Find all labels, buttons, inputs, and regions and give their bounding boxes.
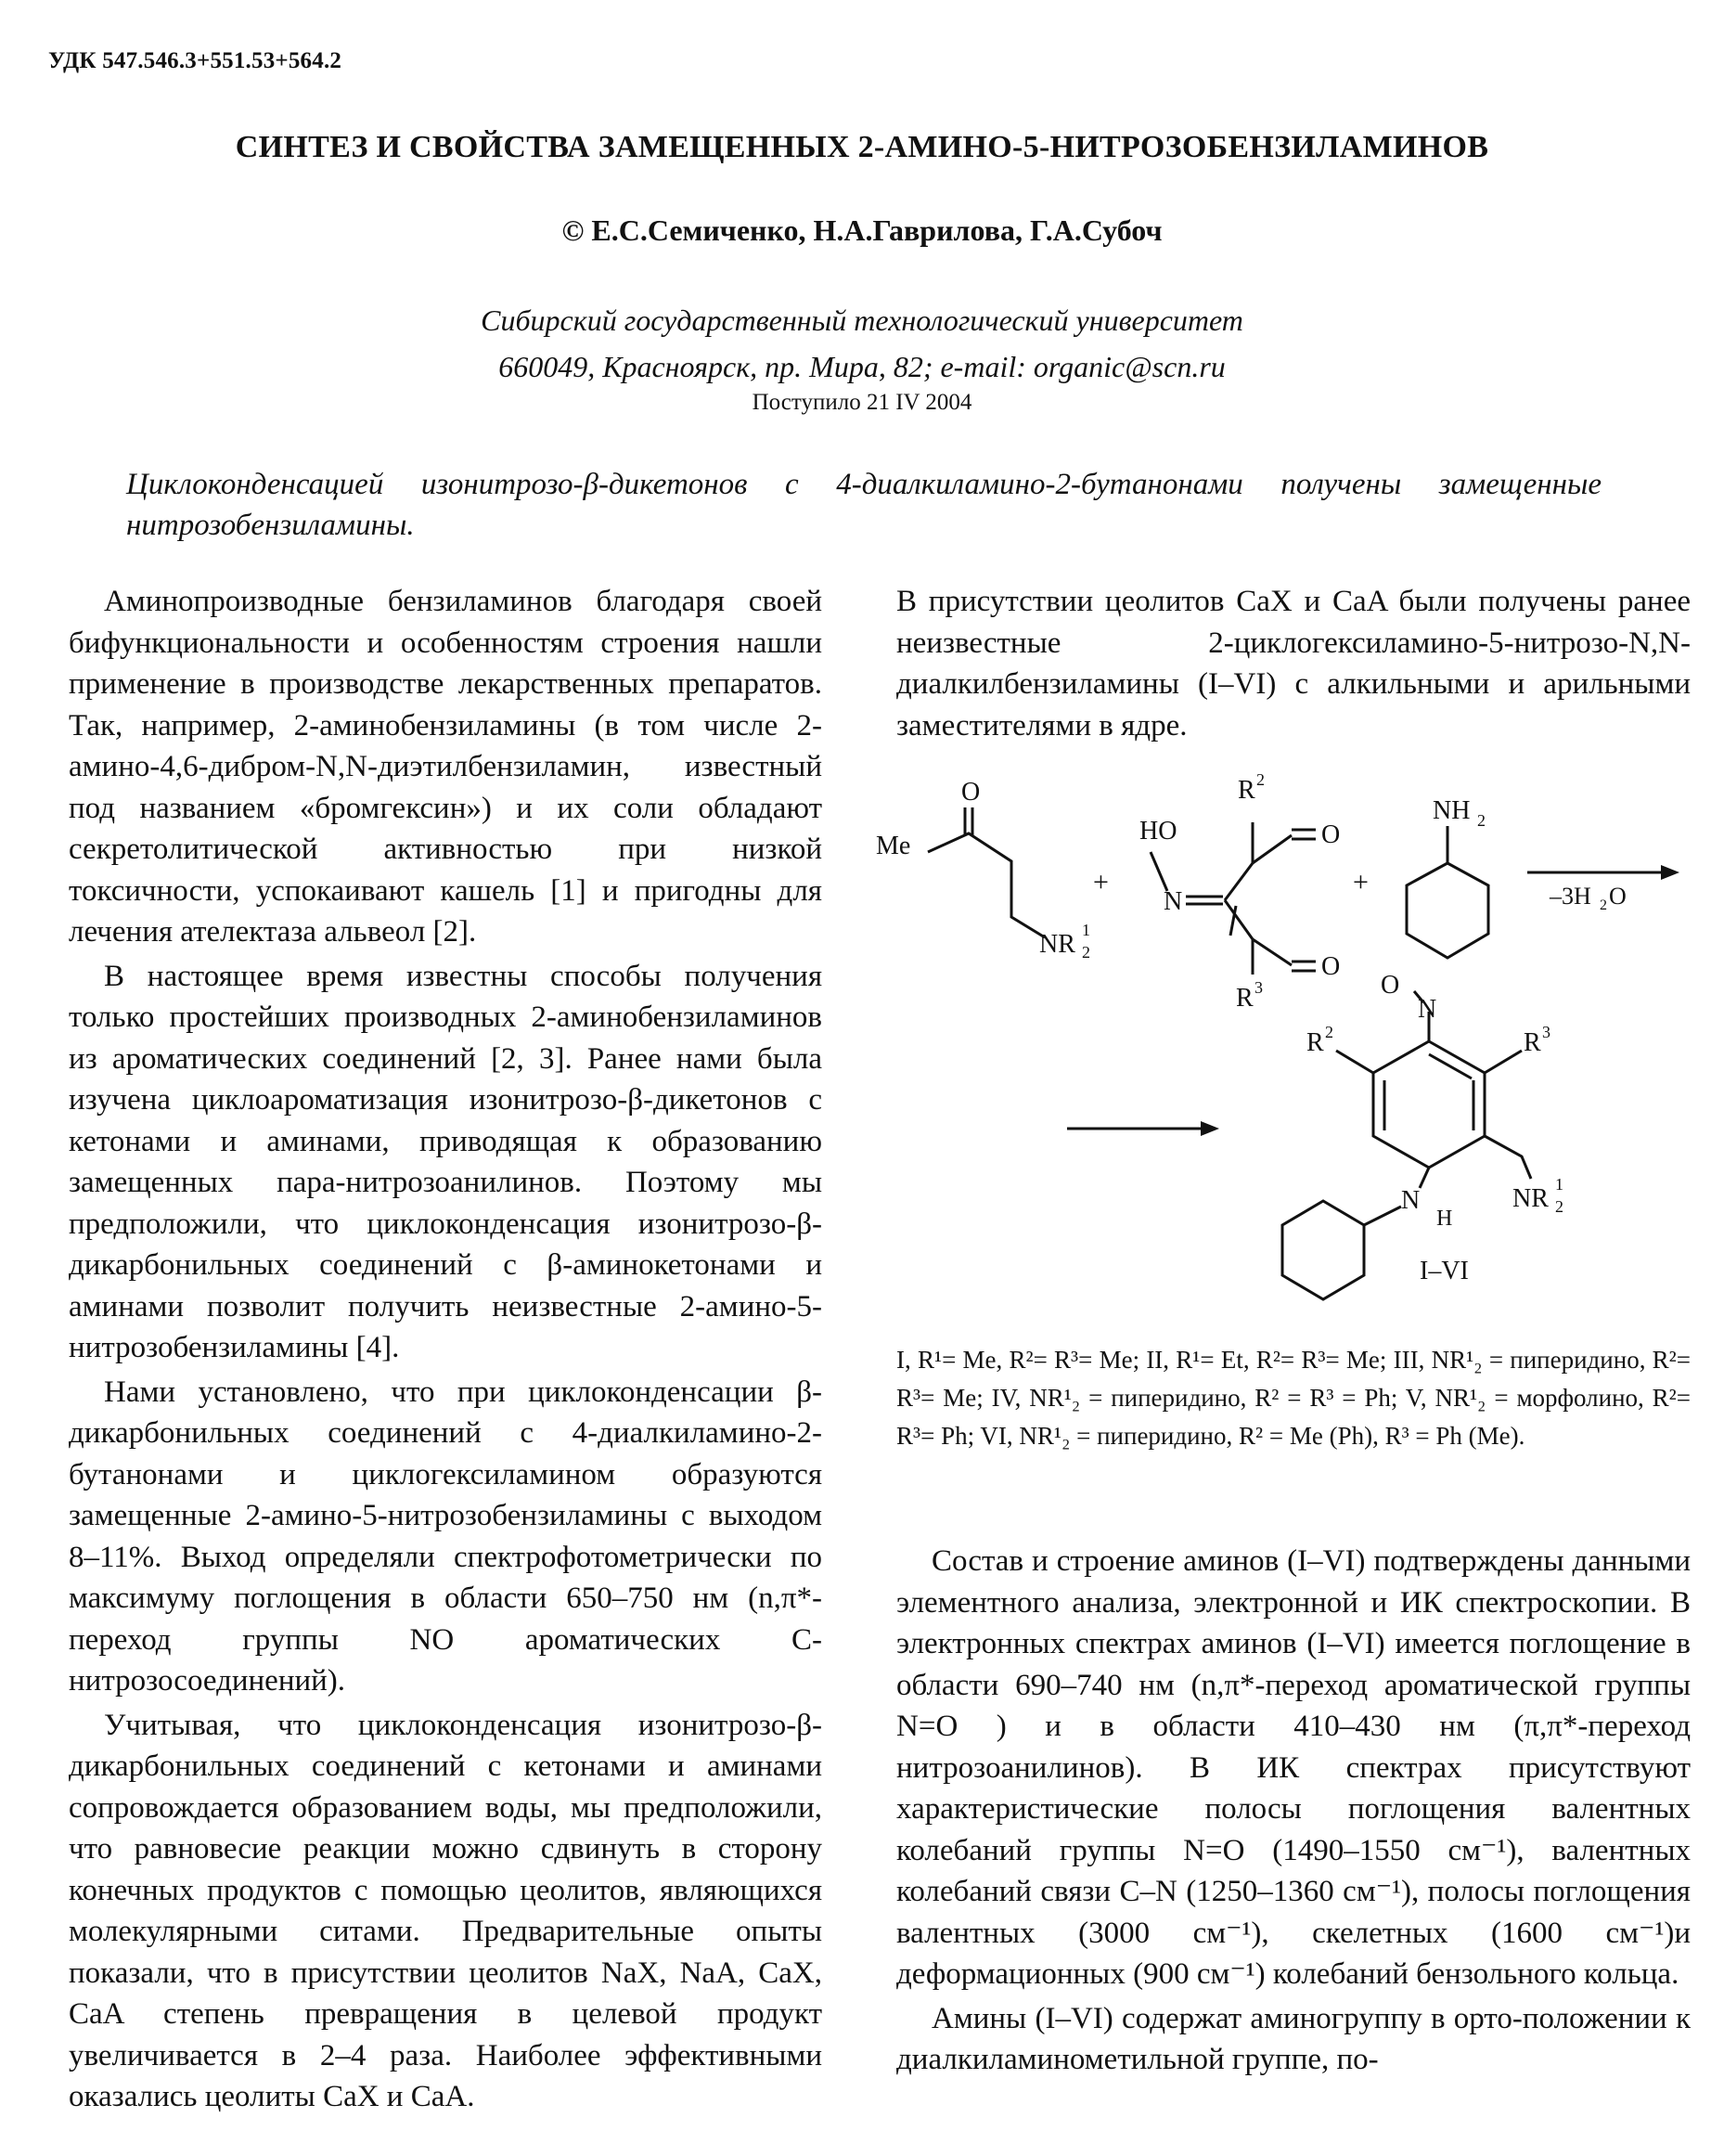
ketone-methyl-label: Me: [876, 832, 911, 860]
prod-nh-nitrogen: N: [1401, 1186, 1421, 1215]
plus-sign-2: +: [1353, 867, 1369, 897]
paragraph-right-a: Состав и строение аминов (I–VI) подтверждены данными элементного анализа, электронной и ИК спектроскопии. В электронных спектрах аминов (I–VI) имеется поглощение в области 690–740 нм (n,π*-переход ароматической группы N=O ) и в области 410–430 нм (π,π*-переход нитрозоанилинов). В ИК спектрах присутствуют характеристические полосы поглощения валентных колебаний группы N=O (1490–1550 см⁻¹), валентных колебаний связи C–N (1250–1360 см⁻¹), полосы поглощения валентных (3000 см⁻¹), скелетных (1600 см⁻¹)и деформационных (900 см⁻¹) колебаний бензольного кольца.: [896, 1544, 1691, 1991]
abstract: Циклоконденсацией изонитрозо-β-дикетонов с 4-диалкиламино-2-бутанонами получены замещенные нитрозобензиламины.: [126, 468, 1602, 542]
affiliation-line-2: 660049, Красноярск, пр. Мира, 82; e-mail: organic@scn.ru: [498, 350, 1226, 383]
paragraph-2: В настоящее время известны способы получения только простейших производных 2-аминобензиламинов из ароматических соединений [2, 3]. Ранее нами была изучена циклоароматизация изонитрозо-β-дикетонов с кетонами и аминами, приводящая к образованию замещенных пара-нитрозоанилинов. Поэтому мы предположили, что циклоконденсация изонитрозо-β-дикарбонильных соединений с β-аминокетонами и аминами позволит получить неизвестные 2-амино-5-нитрозобензиламины [4].: [69, 959, 822, 1364]
prod-r2-sup: 2: [1325, 1023, 1333, 1041]
prod-nh-hydrogen: H: [1436, 1207, 1453, 1231]
right-column-top: [896, 581, 1691, 746]
ketone-amine-sub: 2: [1082, 943, 1090, 962]
prod-amine-label: NR: [1512, 1184, 1549, 1213]
product-label: I–VI: [1420, 1257, 1469, 1285]
right-column-bottom: [896, 1541, 1691, 2081]
arrow-water-sub: 2: [1600, 897, 1607, 913]
prod-r3-sup: 3: [1542, 1023, 1550, 1041]
ketone-amine-sup: 1: [1082, 921, 1090, 939]
affiliation-line-1: Сибирский государственный технологический университет: [481, 303, 1243, 337]
prod-r2-label: R: [1306, 1028, 1324, 1057]
oxime-hydroxyl-label: HO: [1139, 817, 1177, 846]
received-date: Поступило 21 IV 2004: [752, 390, 972, 415]
authors: © Е.С.Семиченко, Н.А.Гаврилова, Г.А.Субоч: [561, 213, 1163, 247]
plus-sign-1: +: [1093, 867, 1109, 897]
ketone-amine-label: NR: [1039, 930, 1075, 959]
reaction-scheme: [872, 742, 1707, 1327]
affiliation: [0, 297, 1724, 390]
prod-r3-label: R: [1524, 1028, 1541, 1057]
arrow-water-label: –3H: [1550, 883, 1591, 910]
ketone-oxygen-label: O: [961, 778, 981, 807]
paragraph-1: Аминопроизводные бензиламинов благодаря своей бифункциональности и особенностям строения нашли применение в производстве лекарственных препаратов. Так, например, 2-аминобензиламины (в том числе 2-амино-4,6-дибром-N,N-диэтилбензиламин, известный под названием «бромгексин») и их соли обладают секретолитической активностью при низкой токсичности, успокаивают кашель [1] и пригодны для лечения ателектаза альвеол [2].: [69, 585, 822, 949]
dk-oxygen-top: O: [1321, 820, 1341, 849]
arrow-water-oxygen: O: [1609, 883, 1627, 910]
left-column: [69, 581, 822, 2118]
prod-amine-sub: 2: [1555, 1197, 1563, 1216]
prod-nitroso-oxygen: O: [1381, 971, 1400, 1000]
dk-oxygen-bottom: O: [1321, 952, 1341, 981]
dk-r2-sup: 2: [1256, 770, 1265, 789]
udk-code: УДК 547.546.3+551.53+564.2: [48, 48, 342, 73]
dk-r3-label: R: [1236, 984, 1254, 1013]
amine-nh2-label: NH: [1433, 796, 1471, 825]
paper-title: СИНТЕЗ И СВОЙСТВА ЗАМЕЩЕННЫХ 2-АМИНО-5-НИТРОЗОБЕНЗИЛАМИНОВ: [235, 130, 1489, 164]
amine-nh2-sub: 2: [1477, 811, 1486, 830]
prod-nitroso-nitrogen: N: [1418, 995, 1437, 1024]
oxime-nitrogen-label: N: [1164, 887, 1183, 916]
dk-r2-label: R: [1238, 776, 1255, 805]
paragraph-4: Учитывая, что циклоконденсация изонитрозо-β-дикарбонильных соединений с кетонами и аминами сопровождается образованием воды, мы предположили, что равновесие реакции можно сдвинуть в сторону конечных продуктов с помощью цеолитов, являющихся молекулярными ситами. Предварительные опыты показали, что в присутствии цеолитов NaX, NaA, CaX, CaA степень превращения в целевой продукт увеличивается в 2–4 раза. Наиболее эффективными оказались цеолиты CaX и CaA.: [69, 1708, 822, 2113]
paragraph-right-intro: В присутствии цеолитов CaX и CaA были получены ранее неизвестные 2-циклогексиламино-5-нитрозо-N,N-диалкилбензиламины (I–VI) с алкильными и арильными заместителями в ядре.: [896, 585, 1691, 742]
paragraph-3: Нами установлено, что при циклоконденсации β-дикарбонильных соединений с 4-диалкиламино-2-бутанонами и циклогексиламином образуются замещенные 2-амино-5-нитрозобензиламины с выходом 8–11%. Выход определяли спектрофотометрически по максимуму поглощения в области 650–750 нм (n,π*-переход группы NO ароматических С-нитрозосоединений).: [69, 1375, 822, 1698]
paragraph-right-b: Амины (I–VI) содержат аминогруппу в орто-положении к диалкиламинометильной группе, по-: [896, 2001, 1691, 2076]
prod-amine-sup: 1: [1555, 1175, 1563, 1194]
compound-legend: I, R¹= Me, R²= R³= Me; II, R¹= Et, R²= R³= Me; III, NR¹₂ = пиперидино, R²= R³= Me; IV, NR¹₂ = пиперидино, R² = R³ = Ph; V, NR¹₂ = морфолино, R²= R³= Ph; VI, NR¹₂ = пиперидино, R² = Me (Ph), R³ = Ph (Me).: [896, 1346, 1691, 1450]
dk-r3-sup: 3: [1254, 978, 1263, 997]
